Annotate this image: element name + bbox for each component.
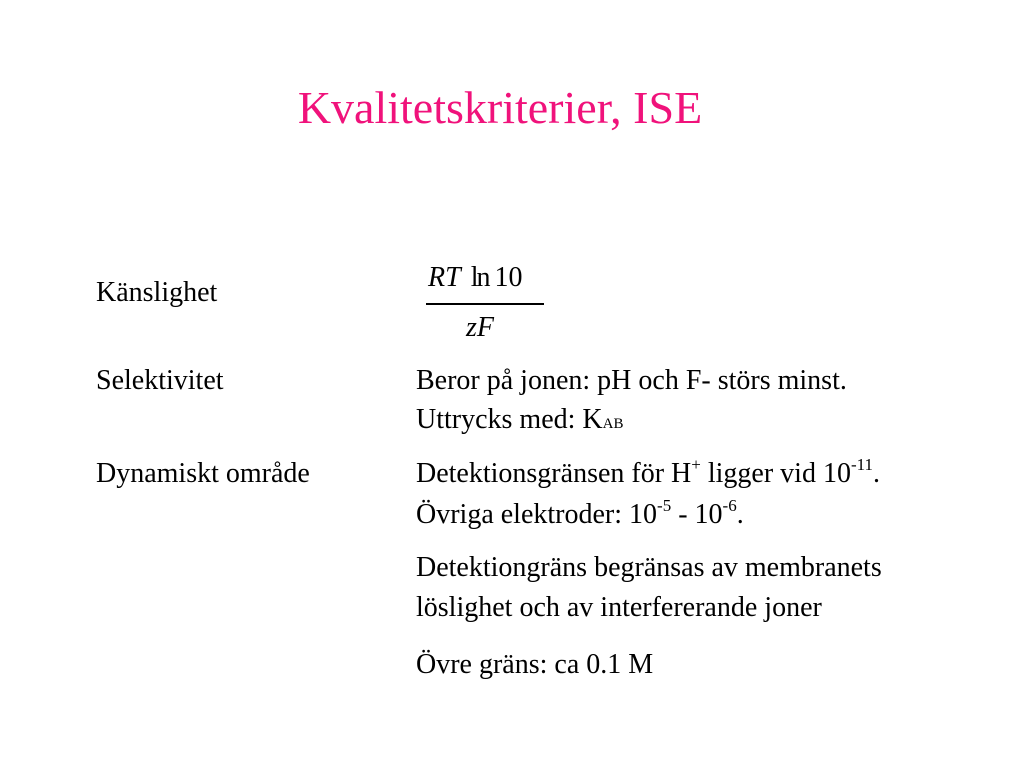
dynamic-line-1-c: . <box>872 458 880 489</box>
dynamic-line-1-b: ligger vid 10 <box>700 458 851 489</box>
dynamic-para-2-line-2: löslighet och av interfererande joner <box>416 592 822 623</box>
selectivity-line-2-text: Uttrycks med: K <box>416 404 603 435</box>
dynamic-para-3: Övre gräns: ca 0.1 M <box>416 649 654 680</box>
dynamic-line-1 <box>416 457 880 491</box>
formula-denominator: zF <box>466 312 494 343</box>
formula-ln: ln <box>470 262 489 293</box>
sensitivity-formula <box>424 262 546 352</box>
selectivity-line-2 <box>416 403 623 437</box>
formula-ten: 10 <box>494 262 523 293</box>
dynamic-line-2-sup-1: -5 <box>657 496 672 515</box>
dynamic-line-1-sup-2: -11 <box>850 455 873 474</box>
dynamic-line-2 <box>416 498 744 532</box>
formula-rt: RT <box>428 262 461 293</box>
slide-title: Kvalitetskriterier, ISE <box>297 82 703 133</box>
selectivity-line-1: Beror på jonen: pH och F- störs minst. <box>416 365 847 396</box>
selectivity-k-subscript: AB <box>602 416 624 432</box>
dynamic-line-2-sup-2: -6 <box>722 496 737 515</box>
dynamic-line-2-b: - 10 <box>671 499 723 530</box>
dynamic-line-2-c: . <box>736 499 744 530</box>
fraction-bar <box>426 303 544 305</box>
label-selectivity: Selektivitet <box>96 365 224 396</box>
dynamic-line-1-a: Detektionsgränsen för H <box>416 458 692 489</box>
dynamic-line-1-sup-1: + <box>691 455 701 474</box>
label-dynamic-range: Dynamiskt område <box>96 458 310 489</box>
dynamic-line-2-a: Övriga elektroder: 10 <box>416 499 658 530</box>
label-sensitivity: Känslighet <box>96 277 218 308</box>
formula-numerator <box>428 262 522 294</box>
dynamic-para-2-line-1: Detektiongräns begränsas av membranets <box>416 552 882 583</box>
